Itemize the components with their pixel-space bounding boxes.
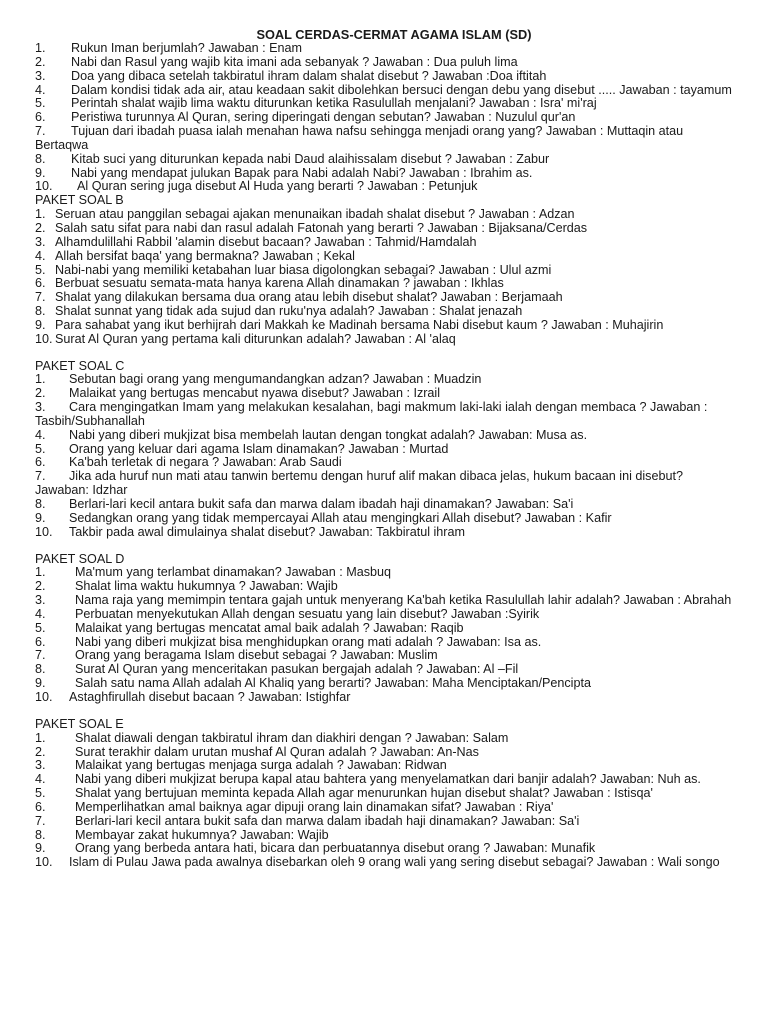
question-number: 6. [35,276,46,291]
question-number: 10. [35,524,53,539]
question-text: Islam di Pulau Jawa pada awalnya disebarkan oleh 9 orang wali yang sering disebut sebagai? Jawaban : Wali songo [69,855,720,870]
question-number: 10. [35,331,53,346]
question-item [35,594,733,608]
question-item [35,608,733,622]
question-text: Berbuat sesuatu semata-mata hanya karena Allah dinamakan ? jawaban : Ikhlas [55,276,504,291]
question-number: 9. [35,510,46,525]
question-number: 7. [35,469,46,484]
question-text: Nabi-nabi yang memiliki ketabahan luar biasa digolongkan sebagai? Jawaban : Ulul azmi [55,262,552,277]
question-text: Alhamdulillahi Rabbil 'alamin disebut bacaan? Jawaban : Tahmid/Hamdalah [55,234,477,249]
question-text: Perintah shalat wajib lima waktu diturunkan ketika Rasulullah menjalani? Jawaban : Isra' mi'raj [71,96,597,111]
question-number: 9. [35,676,46,691]
question-item [35,622,733,636]
question-text: Surat Al Quran yang pertama kali diturunkan adalah? Jawaban : Al 'alaq [55,331,456,346]
question-text: Sebutan bagi orang yang mengumandangkan adzan? Jawaban : Muadzin [69,372,482,387]
question-item [35,773,733,787]
question-text: Shalat sunnat yang tidak ada sujud dan ruku'nya adalah? Jawaban : Shalat jenazah [55,304,523,319]
question-item [35,180,733,194]
question-item [35,333,733,347]
question-number: 4. [35,606,46,621]
section-heading: PAKET SOAL E [35,716,124,731]
question-item [35,97,733,111]
question-item [35,319,733,333]
question-number: 3. [35,234,46,249]
question-number: 6. [35,110,46,125]
question-text: Nama raja yang memimpin tentara gajah untuk menyerang Ka'bah ketika Rasulullah lahir adalah? Jawaban : Abrahah [75,593,732,608]
question-number: 6. [35,799,46,814]
question-text: Salah satu sifat para nabi dan rasul adalah Fatonah yang berarti ? Jawaban : Bijaksana/Cerdas [55,220,588,235]
question-item [35,305,733,319]
question-text: Para sahabat yang ikut berhijrah dari Makkah ke Madinah bersama Nabi disebut kaum ? Jawaban : Muhajirin [55,317,664,332]
question-item [35,498,733,512]
question-item [35,387,733,401]
question-text: Ka'bah terletak di negara ? Jawaban: Arab Saudi [69,455,342,470]
question-text: Berlari-lari kecil antara bukit safa dan marwa dalam ibadah haji dinamakan? Jawaban: Sa'i [69,497,574,511]
question-item [35,125,733,153]
question-text: Malaikat yang bertugas mencatat amal baik adalah ? Jawaban: Raqib [75,620,464,635]
question-text: Peristiwa turunnya Al Quran, sering diperingati dengan sebutan? Jawaban : Nuzulul qur'an [71,110,576,125]
question-text: Nabi dan Rasul yang wajib kita imani ada sebanyak ? Jawaban : Dua puluh lima [71,54,518,69]
question-number: 1. [35,207,46,222]
question-number: 2. [35,220,46,235]
question-item [35,691,733,705]
question-text: Malaikat yang bertugas menjaga surga adalah ? Jawaban: Ridwan [75,758,447,773]
question-item [35,856,733,870]
question-item [35,746,733,760]
question-text: Shalat yang dilakukan bersama dua orang atau lebih disebut shalat? Jawaban : Berjamaah [55,290,563,305]
question-number: 5. [35,620,46,635]
question-item [35,222,733,236]
question-item [35,167,733,181]
question-number: 9. [35,317,46,332]
question-item [35,250,733,264]
question-item [35,56,733,70]
question-item [35,512,733,526]
question-number: 4. [35,427,46,442]
question-text: Shalat lima waktu hukumnya ? Jawaban: Wajib [75,579,338,594]
question-item [35,277,733,291]
question-item [35,70,733,84]
question-text: Takbir pada awal dimulainya shalat disebut? Jawaban: Takbiratul ihram [69,524,465,539]
question-text: Nabi yang mendapat julukan Bapak para Nabi adalah Nabi? Jawaban : Ibrahim as. [71,165,533,180]
question-number: 1. [35,372,46,387]
question-item [35,580,733,594]
question-number: 7. [35,290,46,305]
question-text: Surat terakhir dalam urutan mushaf Al Quran adalah ? Jawaban: An-Nas [75,744,479,759]
question-number: 1. [35,565,46,580]
question-item [35,456,733,470]
question-text: Membayar zakat hukumnya? Jawaban: Wajib [75,827,329,842]
question-number: 6. [35,634,46,649]
question-number: 7. [35,648,46,663]
question-item [35,663,733,677]
question-number: 10. [35,855,53,870]
question-item [35,84,733,98]
question-number: 8. [35,827,46,842]
question-text: Seruan atau panggilan sebagai ajakan menunaikan ibadah shalat disebut ? Jawaban : Adzan [55,207,575,222]
question-number: 9. [35,165,46,180]
question-number: 8. [35,497,46,511]
question-text: Tujuan dari ibadah puasa ialah menahan hawa nafsu sehingga menjadi orang yang? Jawaban : Muttaqin atau Bertaqwa [35,124,684,152]
question-text: Nabi yang diberi mukjizat berupa kapal atau bahtera yang menyelamatkan dari banjir adalah? Jawaban: Nuh as. [75,772,701,787]
question-item [35,373,733,387]
question-number: 2. [35,54,46,69]
question-number: 9. [35,841,46,856]
question-item [35,787,733,801]
question-item [35,291,733,305]
question-item [35,401,733,429]
question-item [35,236,733,250]
question-text: Rukun Iman berjumlah? Jawaban : Enam [71,41,303,55]
question-item [35,470,733,498]
section [35,553,733,705]
question-number: 8. [35,304,46,319]
sections-container [35,42,733,870]
section-heading: PAKET SOAL C [35,358,125,373]
question-number: 5. [35,786,46,801]
question-item [35,842,733,856]
question-text: Kitab suci yang diturunkan kepada nabi Daud alaihissalam disebut ? Jawaban : Zabur [71,151,550,166]
question-text: Orang yang beragama Islam disebut sebagai ? Jawaban: Muslim [75,648,438,663]
question-item [35,443,733,457]
question-text: Astaghfirullah disebut bacaan ? Jawaban: Istighfar [69,689,351,704]
question-number: 7. [35,124,46,139]
question-text: Doa yang dibaca setelah takbiratul ihram dalam shalat disebut ? Jawaban :Doa iftitah [71,68,547,83]
document-title: SOAL CERDAS-CERMAT AGAMA ISLAM (SD) [256,27,532,42]
question-item [35,636,733,650]
question-number: 10. [35,689,53,704]
question-text: Jika ada huruf nun mati atau tanwin bertemu dengan huruf alif makan dibaca jelas, hukum bacaan ini disebut? Jawaban: Idzhar [35,469,683,498]
question-item [35,759,733,773]
question-item [35,801,733,815]
question-number: 3. [35,758,46,773]
question-number: 2. [35,579,46,594]
question-number: 1. [35,730,46,745]
question-number: 4. [35,772,46,787]
question-item [35,829,733,843]
question-text: Al Quran sering juga disebut Al Huda yang berarti ? Jawaban : Petunjuk [77,179,478,194]
question-item [35,649,733,663]
question-text: Nabi yang diberi mukjizat bisa membelah lautan dengan tongkat adalah? Jawaban: Musa as. [69,427,588,442]
question-text: Allah bersifat baqa' yang bermakna? Jawaban ; Kekal [55,248,355,263]
question-text: Dalam kondisi tidak ada air, atau keadaan sakit dibolehkan bersuci dengan debu yang disebut ..... Jawaban : tayamum [71,82,732,97]
question-number: 2. [35,744,46,759]
question-item [35,153,733,167]
question-text: Berlari-lari kecil antara bukit safa dan marwa dalam ibadah haji dinamakan? Jawaban: Sa'i [75,813,580,828]
question-item [35,677,733,691]
question-text: Orang yang keluar dari agama Islam dinamakan? Jawaban : Murtad [69,441,449,456]
question-item [35,815,733,829]
question-item [35,429,733,443]
question-text: Shalat yang bertujuan meminta kepada Allah agar menurunkan hujan disebut shalat? Jawaban : Istisqa' [75,786,653,801]
question-number: 5. [35,262,46,277]
question-number: 3. [35,68,46,83]
question-number: 10. [35,179,53,194]
question-number: 3. [35,400,46,415]
question-text: Nabi yang diberi mukjizat bisa menghidupkan orang mati adalah ? Jawaban: Isa as. [75,634,542,649]
question-number: 8. [35,662,46,677]
question-text: Perbuatan menyekutukan Allah dengan sesuatu yang lain disebut? Jawaban :Syirik [75,606,540,621]
section-heading: PAKET SOAL D [35,551,125,566]
question-number: 4. [35,82,46,97]
question-text: Shalat diawali dengan takbiratul ihram dan diakhiri dengan ? Jawaban: Salam [75,730,509,745]
section [35,194,733,346]
section-heading: PAKET SOAL B [35,193,124,208]
question-item [35,42,733,56]
question-number: 2. [35,386,46,401]
question-text: Ma'mum yang terlambat dinamakan? Jawaban : Masbuq [75,565,392,580]
document [35,28,733,870]
question-number: 3. [35,593,46,608]
question-item [35,566,733,580]
section [35,718,733,870]
section [35,42,733,194]
question-text: Surat Al Quran yang menceritakan pasukan bergajah adalah ? Jawaban: Al –Fil [75,662,519,677]
question-number: 4. [35,248,46,263]
question-text: Malaikat yang bertugas mencabut nyawa disebut? Jawaban : Izrail [69,386,441,401]
question-text: Memperlihatkan amal baiknya agar dipuji orang lain dinamakan sifat? Jawaban : Riya' [75,799,554,814]
question-item [35,264,733,278]
question-item [35,208,733,222]
section [35,360,733,540]
question-text: Sedangkan orang yang tidak mempercayai Allah atau mengingkari Allah disebut? Jawaban : Kafir [69,510,612,525]
question-item [35,526,733,540]
question-number: 8. [35,151,46,166]
question-item [35,111,733,125]
question-number: 6. [35,455,46,470]
question-text: Cara mengingatkan Imam yang melakukan kesalahan, bagi makmum laki-laki ialah dengan membaca ? Jawaban : Tasbih/Subhanallah [35,400,708,428]
question-number: 5. [35,441,46,456]
question-number: 5. [35,96,46,111]
question-text: Orang yang berbeda antara hati, bicara dan perbuatannya disebut orang ? Jawaban: Munafik [75,841,596,856]
question-number: 7. [35,813,46,828]
question-number: 1. [35,41,46,55]
question-item [35,732,733,746]
question-text: Salah satu nama Allah adalah Al Khaliq yang berarti? Jawaban: Maha Menciptakan/Pencipta [75,676,591,691]
